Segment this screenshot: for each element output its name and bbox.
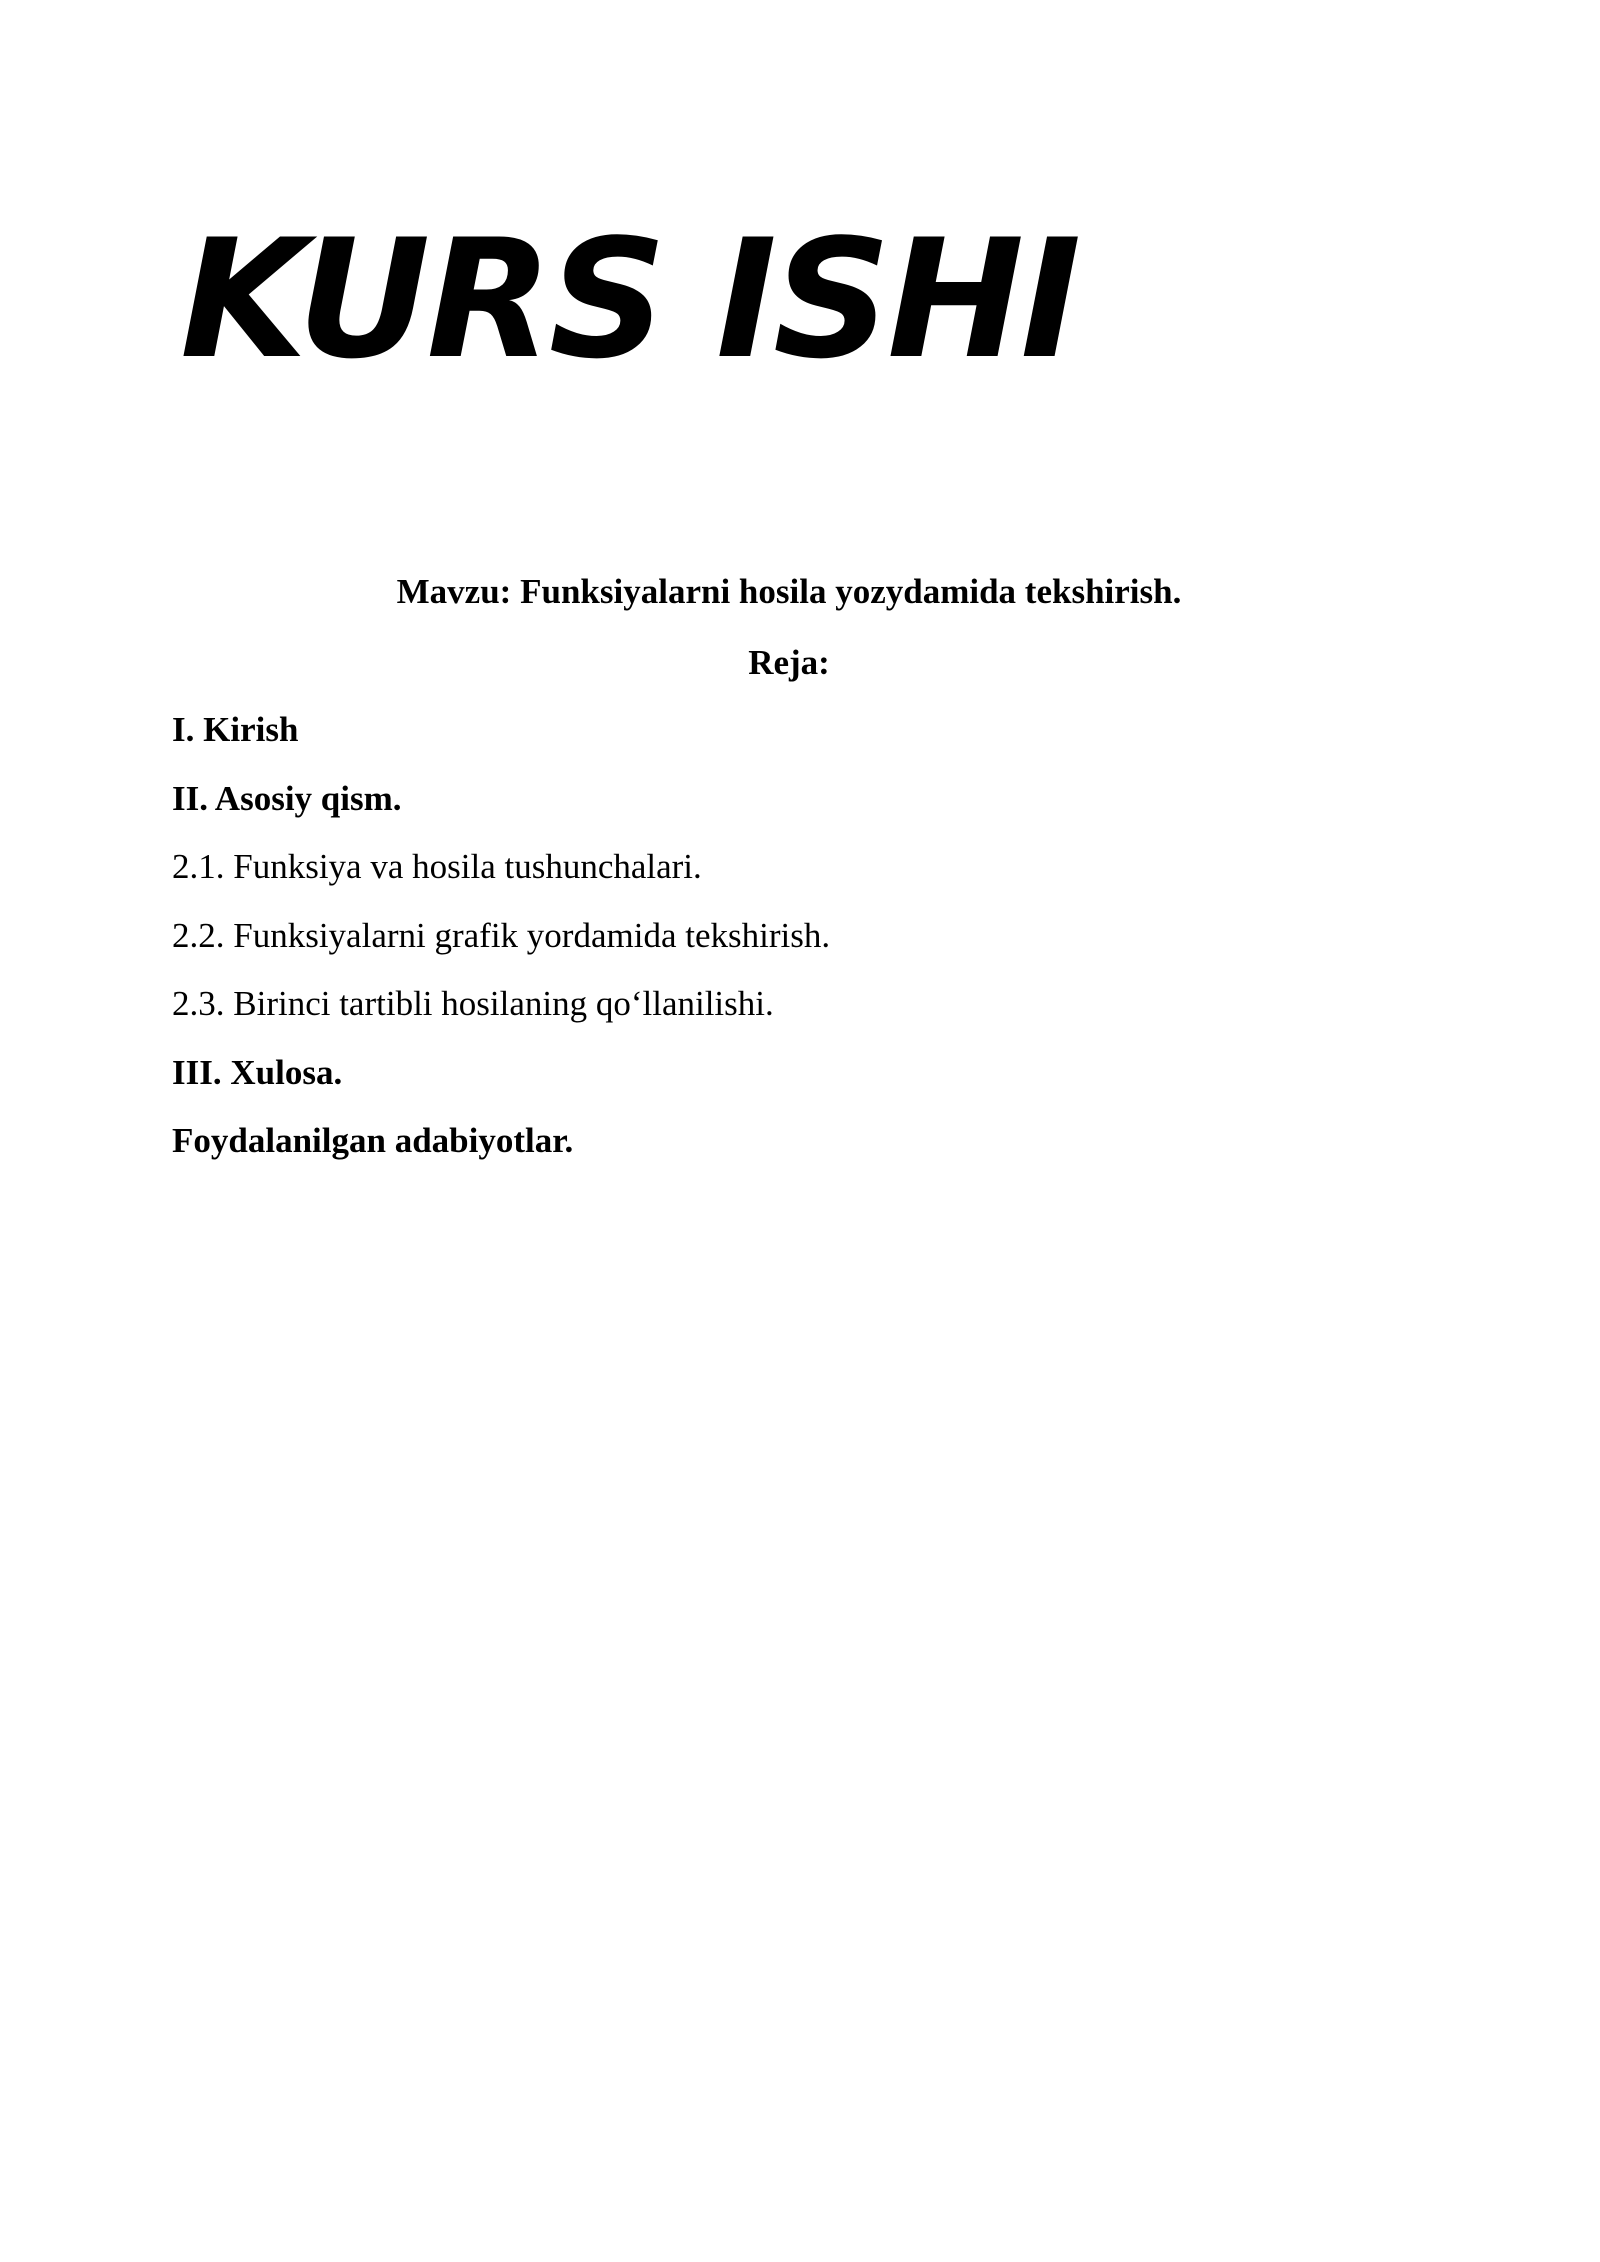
plan-item: Foydalanilgan adabiyotlar. xyxy=(172,1121,574,1160)
plan-item: 2.1. Funksiya va hosila tushunchalari. xyxy=(172,847,702,886)
plan-heading: Reja: xyxy=(748,643,830,682)
plan-item: 2.3. Birinci tartibli hosilaning qo‘llanilishi. xyxy=(172,984,774,1023)
plan-list xyxy=(172,709,830,1189)
plan-item: I. Kirish xyxy=(172,710,299,749)
plan-item: III. Xulosa. xyxy=(172,1052,343,1092)
plan-item: 2.2. Funksiyalarni grafik yordamida tekshirish. xyxy=(172,915,831,955)
document-title: KURS ISHI xyxy=(180,204,1078,395)
topic-text: Funksiyalarni hosila yozydamida tekshirish. xyxy=(520,572,1182,611)
topic-line xyxy=(0,571,1578,613)
plan-item: II. Asosiy qism. xyxy=(172,778,402,818)
topic-label: Mavzu: xyxy=(396,572,512,611)
